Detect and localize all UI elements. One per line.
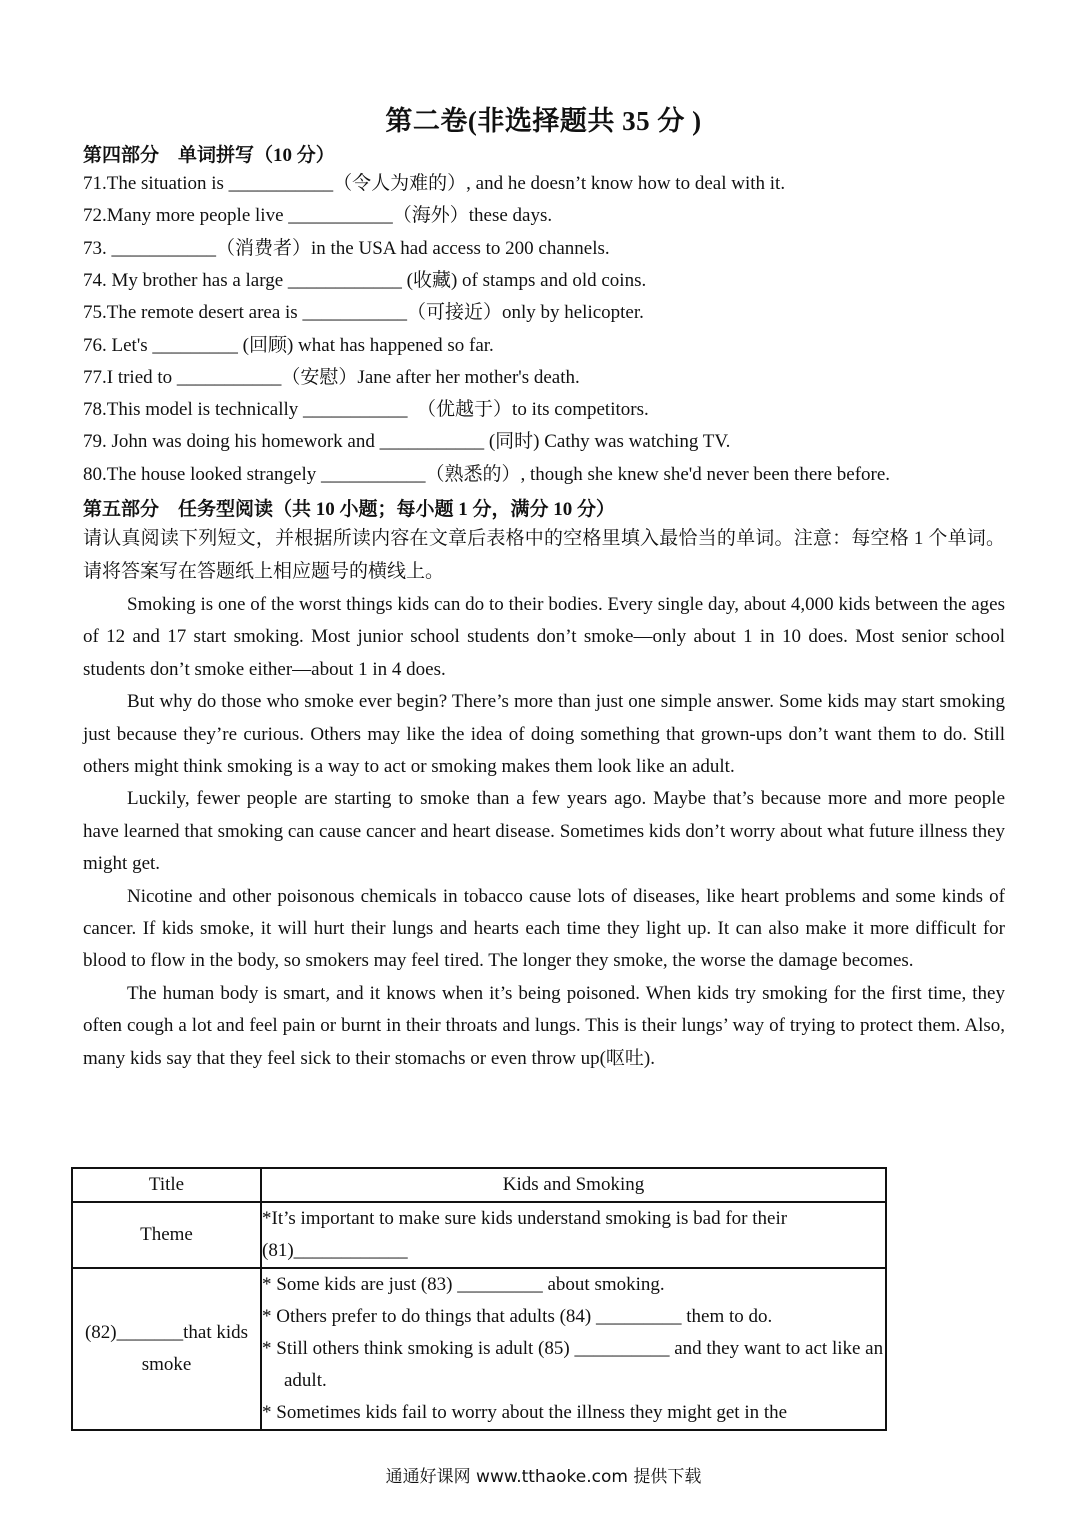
question-78: 78.This model is technically ___________ （优越于）to its competitors.	[83, 399, 649, 420]
passage-paragraph: The human body is smart, and it knows when it’s being poisoned. When kids try smoking for the first time, they often cough a lot and feel pain or burnt in their throats and lungs. This is their lungs’ way of trying to protect them. Also, many kids say that they feel sick to their stomachs or even throw up(呕吐).	[83, 982, 1005, 1069]
question-75: 75.The remote desert area is ___________（可接近）only by helicopter.	[83, 302, 644, 323]
table-row	[72, 1168, 886, 1202]
question-80: 80.The house looked strangely ___________（熟悉的）, though she knew she'd never been there before.	[83, 464, 891, 485]
question-72: 72.Many more people live ___________（海外）these days.	[83, 205, 553, 226]
reasons-cell	[261, 1268, 886, 1430]
question-77: 77.I tried to ___________（安慰）Jane after her mother's death.	[83, 367, 580, 388]
passage-paragraph: Smoking is one of the worst things kids can do to their bodies. Every single day, about 4,000 kids between the ages of 12 and 17 start smoking. Most junior school students don’t smoke—only about 1 in 10 does. Most senior school students don’t smoke either—about 1 in 4 does.	[83, 594, 1005, 680]
passage-paragraph: Luckily, fewer people are starting to smoke than a few years ago. Maybe that’s because more and more people have learned that smoking can cause cancer and heart disease. Sometimes kids don’t worry about what future illness they might get.	[83, 788, 1005, 875]
task-table	[71, 1167, 887, 1431]
part4-heading: 第四部分 单词拼写（10 分）	[83, 145, 335, 166]
list-item: * Still others think smoking is adult (85) __________ and they want to act like an adult.	[262, 1338, 884, 1391]
section-title: 第二卷(非选择题共 35 分 )	[385, 106, 702, 136]
list-item: * Sometimes kids fail to worry about the illness they might get in the	[262, 1402, 788, 1423]
passage-paragraph: But why do those who smoke ever begin? There’s more than just one simple answer. Some kids may start smoking just because they’re curious. Others may like the idea of doing something that grown-ups don’t want them to do. Still others might think smoking is a way to act or smoking makes them look like an adult.	[83, 691, 1005, 778]
question-79: 79. John was doing his homework and ___________ (同时) Cathy was watching TV.	[83, 431, 731, 452]
table-row	[72, 1202, 886, 1268]
list-item: * Some kids are just (83) _________ about smoking.	[262, 1274, 665, 1295]
question-74: 74. My brother has a large ____________ (收藏) of stamps and old coins.	[83, 270, 647, 291]
reading-instructions: 请认真阅读下列短文，并根据所读内容在文章后表格中的空格里填入最恰当的单词。注意：每空格 1 个单词。请将答案写在答题纸上相应题号的横线上。	[83, 528, 1005, 582]
theme-label: Theme	[72, 1202, 261, 1268]
question-73: 73. ___________（消费者）in the USA had access to 200 channels.	[83, 238, 610, 259]
question-71: 71.The situation is ___________（令人为难的）, and he doesn’t know how to deal with it.	[83, 173, 786, 194]
list-item: * Others prefer to do things that adults (84) _________ them to do.	[262, 1306, 773, 1327]
table-header-left: Title	[72, 1168, 261, 1202]
theme-text: *It’s important to make sure kids understand smoking is bad for their (81)____________	[261, 1202, 886, 1268]
reading-passage	[83, 589, 1005, 1075]
reasons-label: (82)_______that kids smoke	[72, 1268, 261, 1430]
part5-heading: 第五部分 任务型阅读（共 10 小题；每小题 1 分，满分 10 分）	[83, 499, 616, 520]
page-footer: 通通好课网 www.tthaoke.com 提供下载	[385, 1467, 702, 1487]
passage-paragraph: Nicotine and other poisonous chemicals in tobacco cause lots of diseases, like heart problems and some kinds of cancer. If kids smoke, it will hurt their lungs and hearts each time they light up. It can also make it more difficult for blood to flow in the body, so smokers may feel tired. The longer they smoke, the worse the damage becomes.	[83, 885, 1005, 972]
question-76: 76. Let's _________ (回顾) what has happened so far.	[83, 335, 494, 356]
table-row	[72, 1268, 886, 1430]
table-header-right: Kids and Smoking	[261, 1168, 886, 1202]
